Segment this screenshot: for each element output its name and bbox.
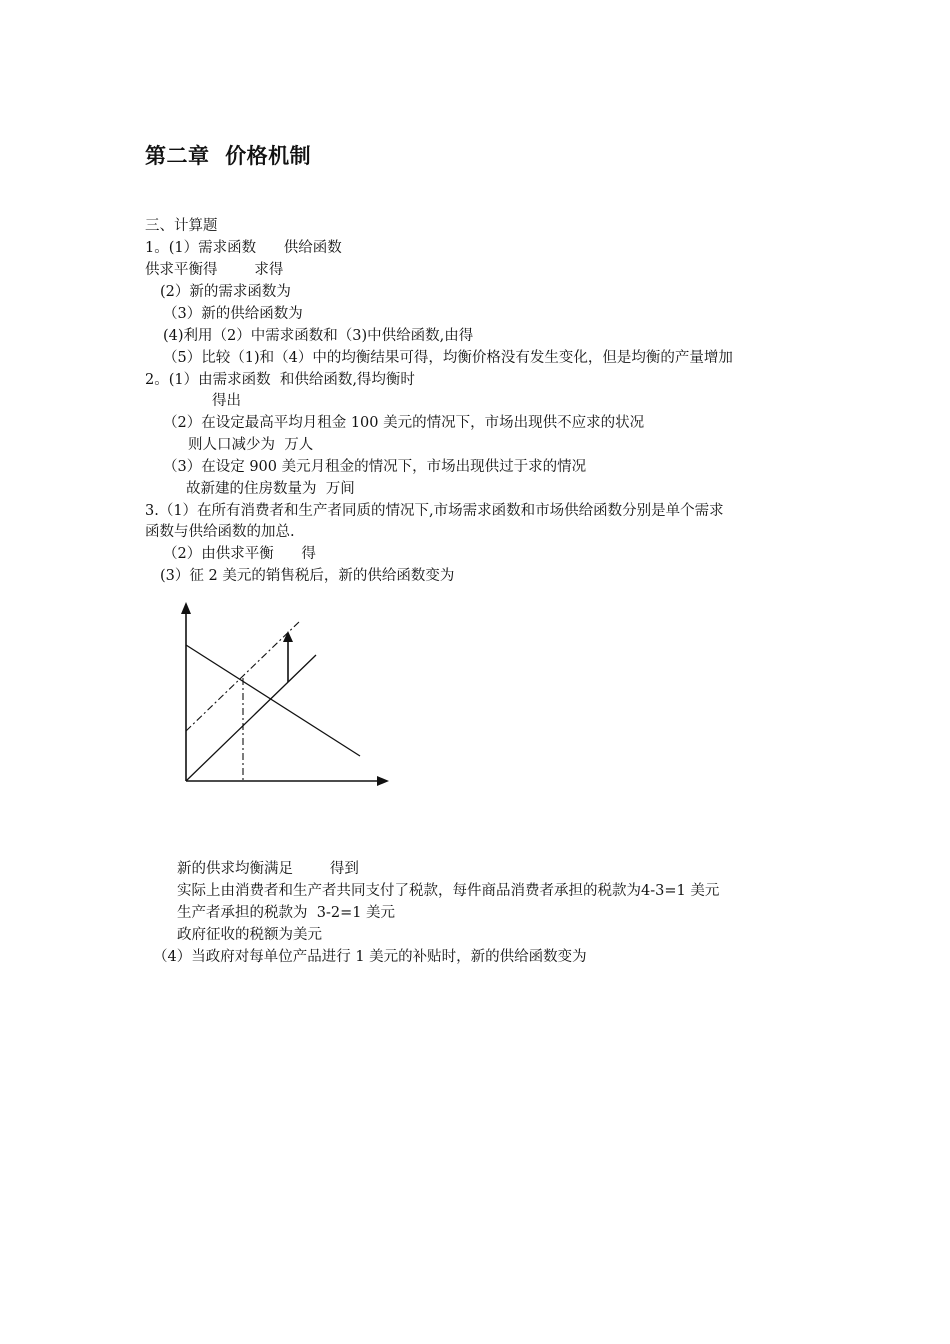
q3-part4: （4）当政府对每单位产品进行 1 美元的补贴时，新的供给函数变为 (153, 949, 587, 965)
q3-producer-tax: 生产者承担的税款为 3-2=1 美元 (177, 905, 396, 921)
section-heading: 三、计算题 (145, 218, 218, 234)
q1-equilibrium: 供求平衡得 求得 (145, 262, 284, 278)
q1-intro: 1。(1）需求函数 供给函数 (145, 240, 342, 256)
chapter-title: 第二章 价格机制 (145, 144, 312, 168)
q2-part2: （2）在设定最高平均月租金 100 美元的情况下，市场出现供不应求的状况 (163, 415, 645, 431)
q2-result: 得出 (212, 393, 241, 409)
q1-part5: （5）比较（1)和（4）中的均衡结果可得，均衡价格没有发生变化，但是均衡的产量增加 (163, 350, 733, 366)
q2-intro: 2。(1）由需求函数 和供给函数,得均衡时 (145, 372, 415, 388)
q1-part4: (4)利用（2）中需求函数和（3)中供给函数,由得 (163, 328, 474, 344)
q3-part3: (3）征 2 美元的销售税后，新的供给函数变为 (160, 568, 455, 584)
supply-line (186, 655, 316, 781)
q3-consumer-tax: 实际上由消费者和生产者共同支付了税款，每件商品消费者承担的税款为4-3=1 美元 (177, 883, 720, 899)
q3-intro-a: 3.（1）在所有消费者和生产者同质的情况下,市场需求函数和市场供给函数分别是单个需求 (145, 503, 724, 519)
supply-demand-diagram (170, 598, 400, 798)
q1-part3: （3）新的供给函数为 (163, 306, 303, 322)
q2-part2-result: 则人口减少为 万人 (188, 437, 314, 453)
x-axis-arrow (377, 776, 389, 786)
q3-new-equilibrium: 新的供求均衡满足 得到 (177, 861, 359, 877)
q3-part2: （2）由供求平衡 得 (163, 546, 316, 562)
y-axis-arrow (181, 602, 191, 614)
q3-intro-b: 函数与供给函数的加总. (145, 524, 295, 540)
q3-gov-revenue: 政府征收的税额为美元 (177, 927, 322, 943)
q2-part3-result: 故新建的住房数量为 万间 (186, 481, 355, 497)
q1-part2: (2）新的需求函数为 (160, 284, 291, 300)
demand-line (186, 645, 360, 756)
q2-part3: （3）在设定 900 美元月租金的情况下，市场出现供过于求的情况 (163, 459, 587, 475)
